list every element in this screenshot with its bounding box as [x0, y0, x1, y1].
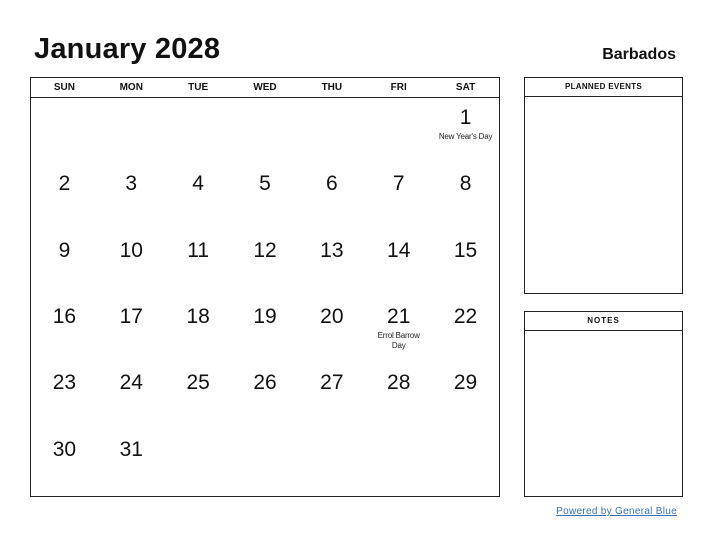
day-cell: [232, 231, 299, 297]
day-number: 6: [326, 172, 338, 196]
day-number: 21: [387, 305, 411, 328]
day-cell: [298, 430, 365, 496]
month-calendar: [30, 77, 500, 497]
day-cell: [31, 98, 98, 164]
day-cell: [298, 297, 365, 363]
day-cell: [365, 231, 432, 297]
page-title: January 2028: [34, 33, 221, 65]
country-label: Barbados: [602, 46, 676, 63]
day-cell: [165, 297, 232, 363]
day-number: 24: [119, 371, 143, 395]
notes-header: NOTES: [525, 312, 682, 331]
day-number: 8: [459, 172, 472, 196]
day-cell: [31, 363, 98, 429]
planned-events-panel: [524, 77, 683, 294]
day-cell: [365, 363, 432, 429]
day-cell: [232, 430, 299, 496]
day-number: 12: [253, 238, 277, 262]
day-number: 16: [52, 305, 77, 328]
weekday-label: MON: [119, 82, 143, 93]
day-number: 9: [58, 238, 71, 262]
day-cell: [98, 231, 165, 297]
weekday-label: THU: [321, 82, 343, 93]
day-number: 3: [125, 172, 138, 196]
day-cell: [232, 164, 299, 230]
day-cell: [31, 231, 98, 297]
day-cell: [98, 164, 165, 230]
day-cell: [298, 98, 365, 164]
day-number: 15: [453, 238, 478, 262]
day-cell: [232, 363, 299, 429]
day-cell: [165, 98, 232, 164]
day-number: 26: [253, 371, 277, 395]
day-number: 10: [119, 238, 143, 262]
day-cell: [432, 164, 499, 230]
day-cell: [365, 430, 432, 496]
day-cell: [98, 363, 165, 429]
day-number: 31: [119, 437, 143, 461]
day-number: 25: [186, 371, 210, 395]
day-number: 20: [320, 305, 344, 328]
weekday-label: SUN: [53, 82, 75, 93]
day-cell: [165, 231, 232, 297]
holiday-label: Errol Barrow Day: [377, 331, 420, 350]
day-cell: [31, 164, 98, 230]
day-number: 23: [52, 371, 77, 395]
day-cell: [165, 164, 232, 230]
day-number: 1: [459, 106, 472, 129]
weekday-label: SAT: [455, 82, 476, 93]
day-number: 2: [58, 172, 71, 196]
holiday-label: New Year's Day: [438, 132, 493, 141]
day-cell: [165, 430, 232, 496]
day-cell: [98, 430, 165, 496]
weekday-label: FRI: [390, 82, 407, 93]
day-number: 5: [259, 172, 271, 196]
day-cell: [365, 98, 432, 164]
day-cell: [432, 297, 499, 363]
day-cell: [432, 363, 499, 429]
day-cell: [232, 297, 299, 363]
day-number: 28: [387, 371, 411, 395]
notes-panel: [524, 311, 683, 497]
day-number: 4: [192, 172, 204, 196]
day-cell: [232, 98, 299, 164]
day-number: 14: [387, 238, 411, 262]
day-cell: [98, 98, 165, 164]
day-cell: [31, 297, 98, 363]
day-number: 11: [187, 238, 210, 262]
day-number: 17: [119, 305, 143, 328]
day-cell: [298, 164, 365, 230]
powered-by-link[interactable]: Powered by General Blue: [556, 506, 677, 517]
day-cell: [365, 164, 432, 230]
day-cell: [365, 297, 432, 363]
day-number: 27: [320, 371, 344, 395]
calendar-grid: [31, 98, 499, 496]
day-number: 19: [253, 305, 277, 328]
day-cell: [298, 363, 365, 429]
day-number: 29: [453, 371, 478, 395]
day-cell: [432, 98, 499, 164]
day-cell: [98, 297, 165, 363]
day-number: 18: [186, 305, 210, 328]
weekday-label: TUE: [188, 82, 209, 93]
day-number: 13: [320, 238, 344, 262]
day-cell: [31, 430, 98, 496]
day-cell: [432, 231, 499, 297]
weekday-header: [31, 78, 499, 98]
day-number: 7: [392, 172, 405, 196]
planned-events-header: PLANNED EVENTS: [525, 78, 682, 97]
day-cell: [432, 430, 499, 496]
day-cell: [298, 231, 365, 297]
weekday-label: WED: [253, 82, 277, 93]
day-number: 22: [453, 305, 478, 328]
day-cell: [165, 363, 232, 429]
day-number: 30: [52, 437, 77, 461]
